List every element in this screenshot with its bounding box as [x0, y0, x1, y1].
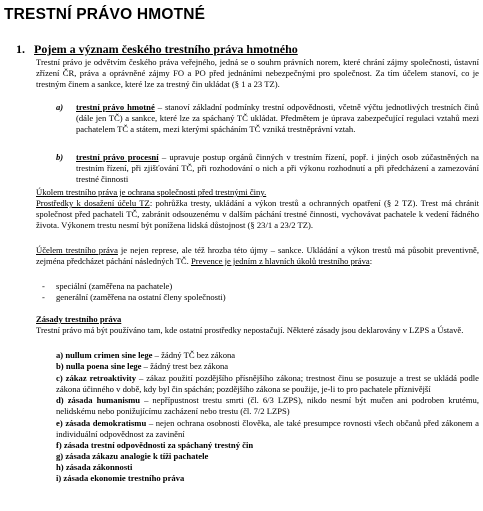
principle-label: b): [56, 361, 64, 371]
section-number: 1.: [16, 42, 25, 56]
penalty-lead: Účelem trestního práva: [36, 245, 118, 255]
principle-text: – nepřípustnost trestu smrti (čl. 6/3 LZPS), nikdo nesmí být mučen ani podroben krutému, nelidskému nebo ponižujícímu zacházení nebo trestu (čl. 7/2 LZPS): [56, 395, 479, 416]
penalty-tail: :: [369, 256, 373, 266]
principle-item: [56, 395, 479, 417]
purpose-lead: Prostředky k dosažení účelu TZ: [36, 198, 150, 208]
principle-text: – žádný trest bez zákona: [141, 361, 229, 371]
item-label-a: a): [56, 102, 64, 112]
item-text-procesni: – upravuje postup orgánů činných v trestním řízení, popř. i jiných osob zúčastněných na trestním řízení, při zjišťování TČ, při rozhodování o nich a při výkonu rozhodnutí a při předcházení a zamezování trestné činnosti: [76, 152, 479, 184]
item-hmotne: [76, 102, 479, 135]
section-title: Pojem a význam českého trestního práva hmotného: [34, 42, 298, 56]
item-procesni: [76, 152, 479, 185]
principle-item: [56, 462, 479, 473]
principle-title: nullum crimen sine lege: [65, 350, 153, 360]
principle-label: i): [56, 473, 62, 483]
goal-line: Úkolem trestního práva je ochrana společnosti před trestnými činy.: [36, 187, 267, 197]
purpose-text: : pohrůžka tresty, ukládání a výkon trestů a ochranných opatření (§ 2 TZ). Trest má chránit společnost před pachateli TČ, zabránit odsouzenému v dalším páchání trestné činnosti, vychovávat pachatele k vedení řádného života. Výkonem trestu nesmí být ponížena lidská důstojnost (§ 23/1 a 23/2 TZ).: [36, 198, 479, 230]
prevention-bullet: - generální (zaměřena na ostatní členy společnosti): [42, 292, 226, 302]
item-text-hmotne: – stanoví základní podmínky trestní odpovědnosti, včetně výčtu jednotlivých trestních činů (dále jen TČ) a sankce, které lze za spáchaný TČ ukládat. Předmětem je úprava zabezpečující regulaci vztahů mezi pachatelem TČ a státem, mezi kterými spácháním TČ vzniká trestněprávní vztah.: [76, 102, 479, 134]
principle-label: c): [56, 373, 63, 383]
principle-title: zásada trestní odpovědnosti za spáchaný trestný čin: [63, 440, 254, 450]
principle-label: a): [56, 350, 64, 360]
penalty-paragraph: [36, 245, 479, 267]
principle-title: zásada zákazu analogie k tíži pachatele: [65, 451, 209, 461]
intro-paragraph: Trestní právo je odvětvím českého práva veřejného, jedná se o souhrn právních norem, které chrání zájmy společnosti, ústavní zřízení ČR, práva a oprávněné zájmy FO a PO před jednáními nebezpečnými pro společnost. Za tím účelem stanoví, co je trestným činem a sankce, které lze za trestný čin ukládat (§ 1 a 23 TZ).: [36, 57, 479, 89]
principle-item: [56, 473, 479, 484]
principle-title: zásada zákonnosti: [65, 462, 133, 472]
prevention-bullet: - speciální (zaměřena na pachatele): [42, 281, 173, 291]
principle-title: nulla poena sine lege: [65, 361, 142, 371]
principle-item: [56, 350, 479, 361]
principle-label: g): [56, 451, 64, 461]
prevention-lead: Prevence je jedním z hlavních úkolů trestního práva: [190, 256, 370, 266]
principle-item: [56, 451, 479, 462]
penalty-text: je nejen represe, ale též hrozba této újmy – sankce. Ukládání a výkon trestů má působit preventivně, zejména předcházet páchání následných TČ.: [36, 245, 479, 266]
section-heading: [16, 42, 298, 57]
principle-title: zásada demokratismu: [65, 418, 147, 428]
principle-item: [56, 418, 479, 440]
principles-intro: Trestní právo má být používáno tam, kde ostatní prostředky nepostačují. Některé zásady jsou deklarovány v LZPS a Ústavě.: [36, 325, 464, 335]
principle-item: [56, 440, 479, 451]
principle-label: f): [56, 440, 62, 450]
principle-title: zákaz retroaktivity: [65, 373, 137, 383]
principle-text: – nejen ochrana osobnosti člověka, ale také presumpce rovnosti všech občanů před zákonem a individuální odpovědnost za zavinění: [56, 418, 479, 439]
principle-item: [56, 361, 479, 372]
item-title-procesni: trestní právo procesní: [76, 152, 159, 162]
principles-heading: Zásady trestního práva: [36, 314, 122, 324]
principle-title: zásada ekonomie trestního práva: [63, 473, 185, 483]
principle-label: d): [56, 395, 64, 405]
item-label-b: b): [56, 152, 64, 162]
principle-text: – žádný TČ bez zákona: [152, 350, 236, 360]
purpose-paragraph: [36, 198, 479, 231]
item-title-hmotne: trestní právo hmotné: [76, 102, 155, 112]
principle-text: – zákaz použití pozdějšího přísnějšího zákona; trestnost činu se posuzuje a trest se ukládá podle zákona účinného v době, kdy byl čin spáchán; pozdějšího zákona se použije, je-li to pro pachatele příznivější: [56, 373, 479, 394]
principle-title: zásada humanismu: [67, 395, 141, 405]
document-title: TRESTNÍ PRÁVO HMOTNÉ: [4, 6, 206, 23]
principle-label: h): [56, 462, 64, 472]
principle-item: [56, 373, 479, 395]
principle-label: e): [56, 418, 63, 428]
